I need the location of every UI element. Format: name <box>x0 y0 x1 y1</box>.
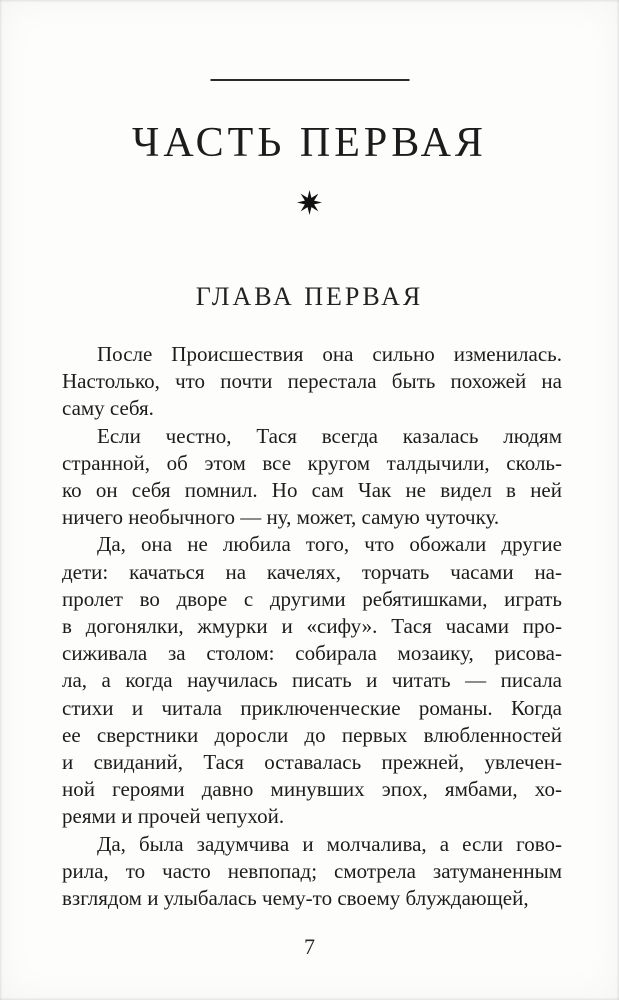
text-line: рила, то часто невпопад; смотрела затуманенным <box>62 858 562 883</box>
text-line: странной, об этом все кругом талдычили, сколь- <box>62 450 562 475</box>
text-line: Если честно, Тася всегда казалась людям <box>97 423 562 448</box>
text-line: пролет во дворе с другими ребятишками, играть <box>62 586 562 611</box>
text-line: Настолько, что почти перестала быть похожей на <box>62 369 562 394</box>
text-line: и свиданий, Тася оставалась прежней, увлечен- <box>62 750 562 775</box>
text-line: дети: качаться на качелях, торчать часами на- <box>62 559 562 584</box>
part-title: ЧАСТЬ ПЕРВАЯ <box>132 120 487 166</box>
text-line: стихи и читала приключенческие романы. Когда <box>62 695 562 720</box>
text-line: После Происшествия она сильно изменилась. <box>97 342 562 366</box>
eight-pointed-star-icon <box>0 190 619 215</box>
text-line: Да, была задумчива и молчалива, а если гово- <box>97 831 562 856</box>
text-line: взглядом и улыбалась чему-то своему блуждающей, <box>62 886 529 911</box>
body-text <box>62 341 562 912</box>
page-number: 7 <box>304 934 315 959</box>
text-line: ко он себя помнил. Но сам Чак не видел в ней <box>62 478 562 503</box>
text-line: ла, а когда научилась писать и читать — писала <box>62 668 562 693</box>
text-line: в догонялки, жмурки и «сифу». Тася часами про- <box>62 614 562 639</box>
text-line: реями и прочей чепухой. <box>62 804 285 829</box>
section-divider-rule <box>210 79 409 81</box>
text-line: саму себя. <box>62 396 154 421</box>
text-line: Да, она не любила того, что обожали другие <box>97 532 562 557</box>
text-line: ной героями давно минувших эпох, ямбами, хо- <box>62 777 562 802</box>
text-line: ее сверстники доросли до первых влюбленностей <box>62 722 562 747</box>
text-line: ничего необычного — ну, может, самую чуточку. <box>62 505 500 530</box>
chapter-title: ГЛАВА ПЕРВАЯ <box>195 282 424 311</box>
text-line: сиживала за столом: собирала мозаику, рисова- <box>62 641 562 666</box>
